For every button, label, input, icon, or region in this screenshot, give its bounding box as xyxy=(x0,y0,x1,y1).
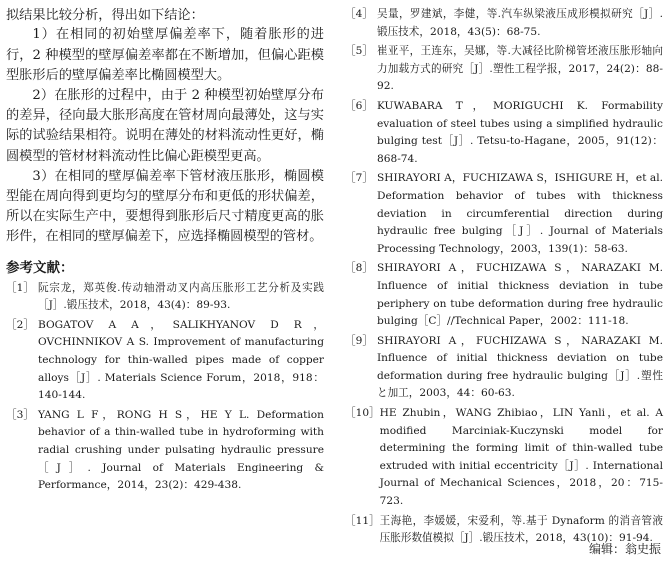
reference-text: SHIRAYORI A，FUCHIZAWA S，NARAZAKI M. Influence of initial thickness deviation in tube periphery on tube deformation during free hydraulic bulging［C］//Technical Paper，2002：111-18. xyxy=(377,262,663,328)
conclusion-paragraph: 1）在相同的初始壁厚偏差率下，随着胀形的进行，2 种模型的壁厚偏差率都在不断增加，但偏心距模型胀形后的壁厚偏差率比椭圆模型大。 xyxy=(6,27,324,83)
intro-line: 拟结果比较分析，得出如下结论： xyxy=(6,8,204,23)
reference-item xyxy=(6,280,324,315)
reference-number: ［9］ xyxy=(345,334,373,347)
conclusion-paragraph: 3）在相同的壁厚偏差率下管材液压胀形，椭圆模型能在周向得到更均匀的壁厚分布和更低的形状偏差，所以在实际生产中，要想得到胀形后尺寸精度更高的胀形件，在相同的壁厚偏差下，应选择椭圆模型的管材。 xyxy=(6,168,324,245)
reference-text: SHIRAYORI A，FUCHIZAWA S，NARAZAKI M. Influence of initial thickness deviation on tube deformation during free hydraulic bulging［J］.塑性と加工，2003，44：60-63. xyxy=(377,334,663,400)
reference-item xyxy=(345,43,663,96)
reference-number: ［10］ xyxy=(345,407,380,420)
reference-item xyxy=(345,333,663,403)
reference-text: SHIRAYORI A，FUCHIZAWA S，ISHIGURE H，et al. Deformation behavior of tubes with thickness deviation in circumferential direction during hydraulic free bulging［J］. Journal of Materials Processing Technology，2003，139(1)：58-63. xyxy=(377,172,663,255)
reference-number: ［7］ xyxy=(345,172,373,185)
reference-text: 崔亚平，王连东，吴娜，等.大减径比阶梯管坯液压胀形轴向力加载方式的研究［J］.塑性工程学报，2017，24(2)：88-92. xyxy=(377,45,663,93)
editor-credit: 编辑：翁史振 xyxy=(588,542,661,556)
reference-text: BOGATOV A A，SALIKHYANOV D R，OVCHINNIKOV A S. Improvement of manufacturing technology for thin-walled pipes made of copper alloys［J］. Materials Science Forum，2018，918：140-144. xyxy=(38,318,324,402)
reference-number: ［1］ xyxy=(6,281,34,294)
reference-item xyxy=(6,407,324,495)
reference-text: YANG L F，RONG H S，HE Y L. Deformation behavior of a thin-walled tube in hydroforming with radial crushing under pulsating hydraulic pressure［J］. Journal of Materials Engineering & Performance，2014，23(2)：429-438. xyxy=(38,408,324,492)
reference-text: 王海艳，李媛媛，宋爱利，等.基于 Dynaform 的消音管液压胀形数值模拟［J］.锻压技术，2018，43(10)：91-94. xyxy=(379,514,663,545)
reference-item xyxy=(345,6,663,41)
reference-text: 吴量，罗建斌，李健，等.汽车纵梁液压成形模拟研究［J］.锻压技术，2018，43(5)：68-75. xyxy=(377,8,663,38)
reference-item xyxy=(345,98,663,168)
reference-number: ［11］ xyxy=(345,514,380,527)
reference-item xyxy=(6,317,324,405)
reference-text: HE Zhubin，WANG Zhibiao，LIN Yanli，et al. A modified Marciniak-Kuczynski model for determining the forming limit of thin-walled tube extruded with initial eccentricity［J］. International Journal of Mechanical Sciences，2018，20：715-723. xyxy=(379,407,663,508)
reference-text: 阮宗龙，郑英俊.传动轴滑动叉内高压胀形工艺分析及实践［J］.锻压技术，2018，43(4)：89-93. xyxy=(38,281,324,312)
reference-number: ［6］ xyxy=(345,99,373,112)
reference-item xyxy=(345,405,663,511)
conclusion-paragraph: 2）在胀形的过程中，由于 2 种模型初始壁厚分布的差异，径向最大胀形高度在管材周向最薄处，这与实际的试验结果相符。说明在薄处的材料流动性更好，椭圆模型的管材材料流动性比偏心距模型更高。 xyxy=(6,88,324,164)
left-column xyxy=(6,6,324,497)
reference-text: KUWABARA T，MORIGUCHI K. Formability evaluation of steel tubes using a simplified hydraulic bulging test［J］. Tetsu-to-Hagane，2005，91(12)：868-74. xyxy=(377,99,663,165)
right-column xyxy=(345,6,663,550)
reference-number: ［3］ xyxy=(6,408,34,421)
reference-number: ［5］ xyxy=(345,45,373,58)
reference-number: ［8］ xyxy=(345,262,373,275)
reference-number: ［4］ xyxy=(345,8,373,20)
reference-number: ［2］ xyxy=(6,318,34,331)
reference-item xyxy=(345,170,663,258)
reference-item xyxy=(345,260,663,330)
references-title: 参考文献： xyxy=(6,259,74,276)
